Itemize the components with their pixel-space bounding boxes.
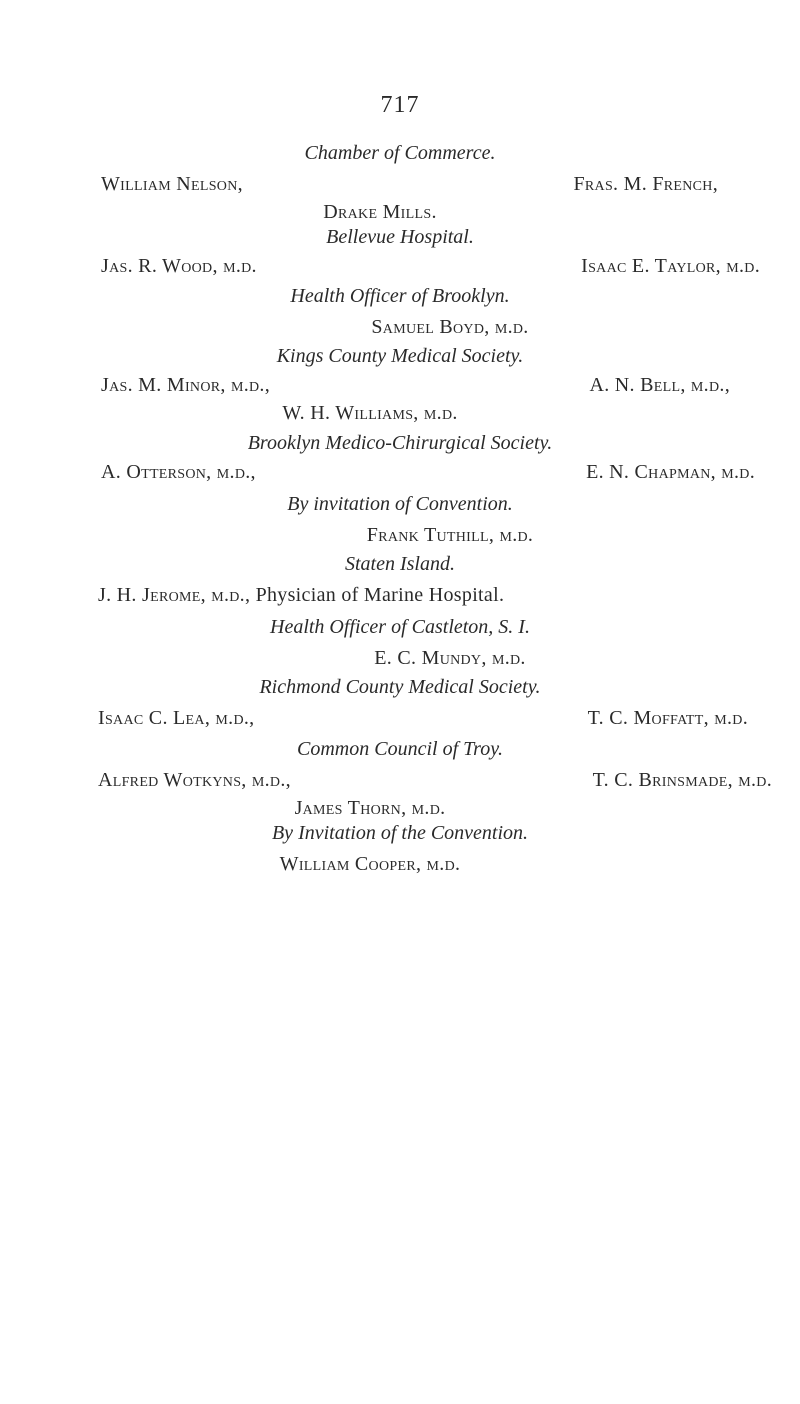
section-health-officer-castleton xyxy=(0,614,800,672)
member-row xyxy=(0,521,800,549)
section-heading: By invitation of Convention. xyxy=(287,493,513,515)
member-row xyxy=(0,850,800,878)
section-common-council-troy xyxy=(0,736,800,822)
section-invitation-of-convention xyxy=(0,491,800,549)
section-heading: Common Council of Troy. xyxy=(297,738,503,760)
member-row xyxy=(0,371,800,399)
section-staten-island xyxy=(0,551,800,609)
member-row xyxy=(0,458,800,486)
section-heading: Brooklyn Medico-Chirurgical Society. xyxy=(247,432,553,454)
member-row xyxy=(0,252,800,280)
section-heading: Kings County Medical Society. xyxy=(276,345,524,367)
section-richmond-county-medical-society xyxy=(0,674,800,732)
section-heading: Richmond County Medical Society. xyxy=(259,676,541,698)
member-name: A. N. Bell, m.d., xyxy=(589,374,730,396)
section-bellevue-hospital xyxy=(0,224,800,280)
section-heading: By Invitation of the Convention. xyxy=(271,822,529,844)
member-name: Jas. M. Minor, m.d., xyxy=(101,374,271,396)
member-title: Physician of Marine Hospital. xyxy=(250,584,505,606)
member-name: T. C. Moffatt, m.d. xyxy=(587,707,748,729)
section-kings-county-medical-society xyxy=(0,343,800,427)
member-name: E. N. Chapman, m.d. xyxy=(586,461,755,483)
member-name: Isaac C. Lea, m.d., xyxy=(98,707,255,729)
member-row xyxy=(0,644,800,672)
member-name: William Nelson, xyxy=(101,173,243,195)
section-heading: Health Officer of Brooklyn. xyxy=(290,285,510,307)
member-row xyxy=(0,766,800,794)
section-health-officer-brooklyn xyxy=(0,283,800,341)
member-name: Fras. M. French, xyxy=(573,173,718,195)
member-name: Frank Tuthill, m.d. xyxy=(366,524,534,546)
page-number: 717 xyxy=(380,92,420,118)
member-row xyxy=(0,399,800,427)
member-name: James Thorn, m.d. xyxy=(294,797,446,819)
section-heading: Bellevue Hospital. xyxy=(326,226,474,248)
section-invitation-of-the-convention xyxy=(0,820,800,878)
member-line xyxy=(98,581,504,609)
member-name: E. C. Mundy, m.d. xyxy=(374,647,526,669)
member-name: Isaac E. Taylor, m.d. xyxy=(581,255,760,277)
member-name: J. H. Jerome, m.d., xyxy=(98,584,251,606)
member-row xyxy=(0,313,800,341)
member-row xyxy=(0,704,800,732)
member-name: Samuel Boyd, m.d. xyxy=(371,316,529,338)
member-name: Jas. R. Wood, m.d. xyxy=(101,255,257,277)
section-chamber-of-commerce xyxy=(0,140,800,226)
section-heading: Health Officer of Castleton, S. I. xyxy=(270,616,530,638)
member-row xyxy=(0,198,800,226)
member-row xyxy=(0,581,800,609)
member-name: A. Otterson, m.d., xyxy=(101,461,256,483)
member-name: T. C. Brinsmade, m.d. xyxy=(592,769,772,791)
section-heading: Staten Island. xyxy=(345,553,455,575)
member-name: Drake Mills. xyxy=(323,201,437,223)
member-name: William Cooper, m.d. xyxy=(279,853,461,875)
section-heading: Chamber of Commerce. xyxy=(304,142,496,164)
member-name: Alfred Wotkyns, m.d., xyxy=(98,769,291,791)
member-name: W. H. Williams, m.d. xyxy=(282,402,458,424)
member-row xyxy=(0,794,800,822)
member-row xyxy=(0,170,800,198)
section-brooklyn-medico-chirurgical xyxy=(0,430,800,486)
